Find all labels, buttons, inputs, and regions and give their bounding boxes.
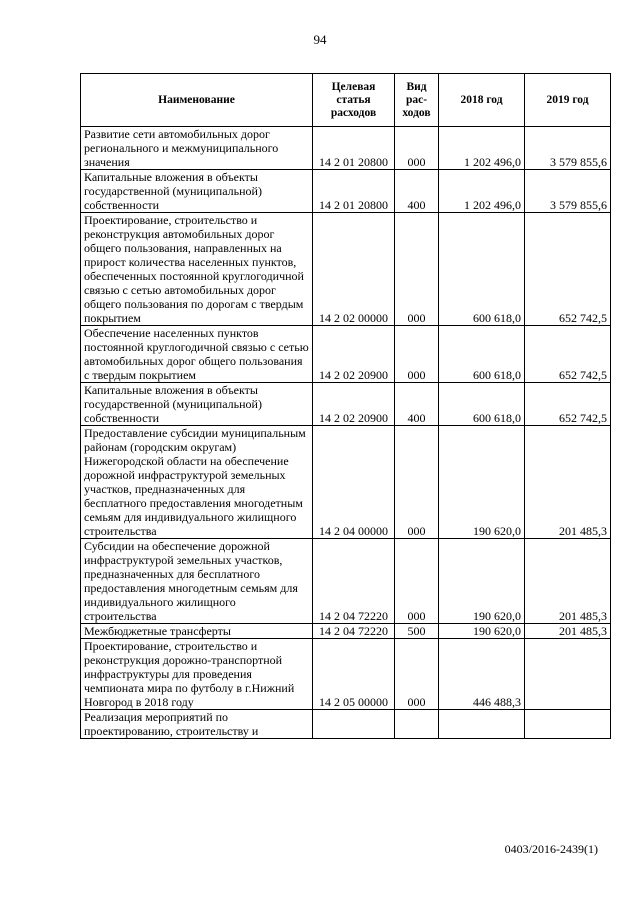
- table-row: [81, 539, 611, 624]
- cell-2018: 446 488,3: [439, 639, 525, 710]
- cell-2018: [439, 710, 525, 739]
- table-row: [81, 170, 611, 213]
- header-2018: 2018 год: [439, 74, 525, 127]
- cell-code: 14 2 04 72220: [313, 624, 395, 639]
- cell-name: Развитие сети автомобильных дорог регионального и межмуниципального значения: [81, 127, 313, 170]
- cell-name: Предоставление субсидии муниципальным районам (городским округам) Нижегородской области на обеспечение дорожной инфраструктурой земельных участков, предназначенных для бесплатного предоставления многодетным семьям для индивидуального жилищного строительства: [81, 426, 313, 539]
- cell-2019: 201 485,3: [525, 624, 611, 639]
- cell-code: 14 2 05 00000: [313, 639, 395, 710]
- header-code: Целевая статья расходов: [313, 74, 395, 127]
- cell-code: 14 2 01 20800: [313, 127, 395, 170]
- cell-2018: 600 618,0: [439, 213, 525, 326]
- cell-name: Проектирование, строительство и реконструкция дорожно-транспортной инфраструктуры для проведения чемпионата мира по футболу в г.Нижний Новгород в 2018 году: [81, 639, 313, 710]
- cell-code: 14 2 01 20800: [313, 170, 395, 213]
- cell-kind: 000: [395, 426, 439, 539]
- cell-kind: 000: [395, 639, 439, 710]
- cell-kind: 000: [395, 539, 439, 624]
- cell-2018: 190 620,0: [439, 426, 525, 539]
- cell-2019: [525, 710, 611, 739]
- header-kind: Вид рас-ходов: [395, 74, 439, 127]
- cell-kind: 400: [395, 170, 439, 213]
- cell-2019: 3 579 855,6: [525, 170, 611, 213]
- cell-code: 14 2 04 00000: [313, 426, 395, 539]
- cell-name: Проектирование, строительство и реконструкция автомобильных дорог общего пользования, направленных на прирост количества населенных пунктов, обеспеченных постоянной круглогодичной связью с сетью автомобильных дорог общего пользования по дорогам с твердым покрытием: [81, 213, 313, 326]
- cell-kind: 000: [395, 213, 439, 326]
- budget-table: [80, 73, 611, 739]
- table-row: [81, 127, 611, 170]
- cell-2019: 652 742,5: [525, 383, 611, 426]
- cell-kind: 500: [395, 624, 439, 639]
- table-row: [81, 710, 611, 739]
- cell-name: Обеспечение населенных пунктов постоянной круглогодичной связью с сетью автомобильных дорог общего пользования с твердым покрытием: [81, 326, 313, 383]
- cell-code: 14 2 04 72220: [313, 539, 395, 624]
- table-row: [81, 624, 611, 639]
- cell-2018: 600 618,0: [439, 326, 525, 383]
- cell-name: Межбюджетные трансферты: [81, 624, 313, 639]
- cell-name: Реализация мероприятий по проектированию, строительству и: [81, 710, 313, 739]
- cell-code: [313, 710, 395, 739]
- table-row: [81, 326, 611, 383]
- cell-2019: 652 742,5: [525, 213, 611, 326]
- cell-code: 14 2 02 20900: [313, 326, 395, 383]
- cell-kind: 000: [395, 127, 439, 170]
- cell-name: Субсидии на обеспечение дорожной инфраструктурой земельных участков, предназначенных для бесплатного предоставления многодетным семьям для индивидуального жилищного строительства: [81, 539, 313, 624]
- table-row: [81, 383, 611, 426]
- cell-2019: 652 742,5: [525, 326, 611, 383]
- cell-2018: 1 202 496,0: [439, 170, 525, 213]
- cell-name: Капитальные вложения в объекты государственной (муниципальной) собственности: [81, 170, 313, 213]
- cell-code: 14 2 02 00000: [313, 213, 395, 326]
- table-row: [81, 426, 611, 539]
- cell-2019: 201 485,3: [525, 539, 611, 624]
- document-code: 0403/2016-2439(1): [504, 842, 598, 856]
- cell-2018: 1 202 496,0: [439, 127, 525, 170]
- table-body: [81, 127, 611, 739]
- cell-kind: 400: [395, 383, 439, 426]
- header-2019: 2019 год: [525, 74, 611, 127]
- cell-2018: 190 620,0: [439, 539, 525, 624]
- cell-2019: 201 485,3: [525, 426, 611, 539]
- cell-kind: 000: [395, 326, 439, 383]
- cell-code: 14 2 02 20900: [313, 383, 395, 426]
- cell-2018: 600 618,0: [439, 383, 525, 426]
- header-name: Наименование: [81, 74, 313, 127]
- table-header-row: [81, 74, 611, 127]
- cell-2019: [525, 639, 611, 710]
- cell-2018: 190 620,0: [439, 624, 525, 639]
- page-number: 94: [313, 32, 327, 47]
- table-row: [81, 639, 611, 710]
- cell-name: Капитальные вложения в объекты государственной (муниципальной) собственности: [81, 383, 313, 426]
- cell-2019: 3 579 855,6: [525, 127, 611, 170]
- cell-kind: [395, 710, 439, 739]
- table-row: [81, 213, 611, 326]
